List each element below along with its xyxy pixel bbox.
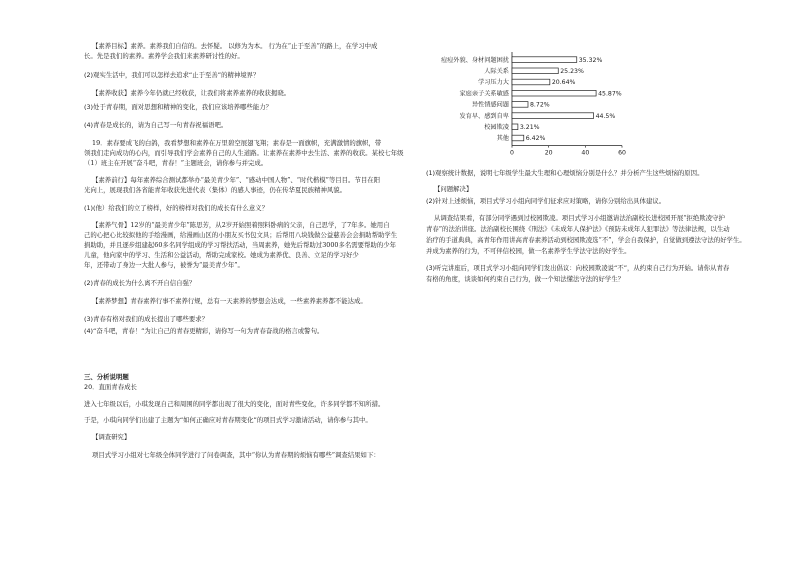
category-label: 校园欺凌 bbox=[484, 124, 509, 131]
x-tick-label: 0 bbox=[510, 149, 514, 157]
text-line: 【素养目标】素养。素养我们自信的。去怀疑。 以修为为本。 行为在“止于至善”的路上，在学习中成 bbox=[92, 42, 378, 50]
bar bbox=[512, 79, 550, 85]
text-line: 19．素春要成飞的白鸽，我看梦想和素养在万里碧空展翅飞翔；素春是一面旗帜，充满激情的旗帜，带 bbox=[92, 139, 382, 147]
bar bbox=[512, 57, 577, 63]
text-line: (2)观实生活中，我们可以怎样去追求“止于至善”的精神境界？ bbox=[84, 71, 260, 79]
text-line: (4)“奋斗吧，青春！”为让自己的青春更精彩，请你写一句为青春奋战的格言或警句。 bbox=[84, 327, 324, 335]
data-label: 3.21% bbox=[519, 124, 540, 131]
text-line: 捐助助，并且逐步组建起60多名同学组成的学习帮扶活动，当周素养，她先后帮助过3000多名需要帮助的少年 bbox=[84, 241, 396, 249]
text-line: （1）班主在开展“奋斗吧，青春！”主题班会，请你参与并完成。 bbox=[84, 159, 268, 167]
data-label: 6.42% bbox=[525, 135, 546, 143]
text-line: (3)听完讲座后，项目式学习小组向同学们发出倡议：向校园欺凌说“不”，从约束自己行为开始。请你从青春 bbox=[426, 264, 730, 272]
category-label: 发育早、感到自卑 bbox=[459, 112, 509, 120]
text-line: 有格的角度，谈谈如何约束自己行为，做一个知法懂法守法的好学生？ bbox=[426, 275, 625, 283]
data-label: 44.5% bbox=[595, 112, 616, 120]
text-line: (1)(他）给我们的立了榜样，好的榜样对我们的成长有什么意义？ bbox=[84, 204, 269, 212]
bar bbox=[512, 135, 524, 141]
text-line: (2)青春的成长为什么离不开自信自强？ bbox=[84, 279, 196, 287]
text-line: 从调查结果看，有部分同学遇到过校园欺凌。项目式学习小组邀请法治副校长进校园开展“拒绝欺凌守护 bbox=[434, 214, 725, 222]
category-label: 痘痘外貌、身材问题困扰 bbox=[440, 56, 509, 64]
text-line: 长。先是我们的素养。素养学会我们来素养研讨性的好。 bbox=[84, 52, 244, 60]
category-label: 人际关系 bbox=[484, 68, 509, 75]
bar-chart bbox=[426, 46, 646, 158]
data-label: 45.87% bbox=[598, 90, 622, 98]
bar-chart-svg bbox=[426, 46, 646, 158]
bar bbox=[512, 124, 518, 130]
x-tick-label: 20 bbox=[544, 149, 553, 157]
text-line: 项目式学习小组对七年级全体同学进行了问卷调查，其中“你认为青春期的烦恼有哪些”调查结果如下： bbox=[92, 451, 380, 459]
bar bbox=[512, 113, 594, 119]
text-line: 20．直面青春成长 bbox=[84, 383, 137, 391]
text-line: 于是，小琪向同学们出建了主题为“如何正确应对青春期变化”的项目式学习激请活动，请你参与其中。 bbox=[84, 416, 372, 424]
text-line: 儿童，他向家中的学习、生活和公益活动，帮助完成家校。她成为素养优、良善、立足的学习好少 bbox=[84, 251, 359, 259]
data-label: 20.64% bbox=[551, 79, 576, 87]
text-line: 己的心把心比较拟他的手绘漫画，给漫画山区的小朋友买书包文具；后帮用八块钱做公益慈善会会捐助帮助学生 bbox=[84, 231, 398, 239]
text-line: 【素养前行】每年素养综合测试都举办“最美青少年”、“感动中国人物”、“时代楷模”等目目。节目在阳 bbox=[92, 176, 381, 184]
bar bbox=[512, 90, 596, 96]
data-label: 25.23% bbox=[560, 68, 584, 75]
text-line: 【问题解决】 bbox=[434, 185, 473, 193]
data-label: 8.72% bbox=[529, 101, 550, 109]
text-line: (4)青春是成长的，请为自己写一句青春祝福语吧。 bbox=[84, 121, 228, 129]
text-line: 进入七年级以后，小琪发现自己和周围的同学都出现了很大的变化，面对青些变化，许多同学都不知所措。 bbox=[84, 400, 385, 408]
x-tick-label: 40 bbox=[581, 149, 590, 157]
x-tick-label: 60 bbox=[618, 149, 626, 157]
category-label: 家庭亲子关系敏感 bbox=[459, 90, 509, 98]
text-line: 治疗的手道典典，高青年作用讲高青春素养活动到校园欺凌选“不”，学会自我保护，自觉做到遵法守法的好学生。 bbox=[426, 236, 746, 244]
bar bbox=[512, 68, 558, 74]
text-line: (2)针对上述烦恼，项目式学习小组向同学们征求应对策略，请你分别给出具体建议。 bbox=[426, 197, 666, 205]
text-line: (3)青春有格对我们的成长提出了哪些要求？ bbox=[84, 315, 209, 323]
text-line: (3)处于青春期，面对思想和精神的变化，我们应该培养哪些能力？ bbox=[84, 103, 272, 111]
text-line: 领我们走向成功的心内，而引导我们学会素养自己的人生道路。让素养在素养中去生活、素养的收获。某校七年级 bbox=[84, 149, 404, 157]
text-line: 【素养梦想】青春素养行事不素养行规，总有一天素养的梦想会达成，一些素养素养都不能达成。 bbox=[92, 297, 367, 305]
text-line: 【调查研究】 bbox=[92, 433, 131, 441]
text-line: 【素养气骨】12岁的“最美青少年”陈思芳，从2岁开始照着照料卧病的父亲，自己思学，了7年多。她用自 bbox=[92, 221, 390, 229]
category-label: 其他 bbox=[496, 135, 509, 143]
text-line: 青春”的法治讲座。法治副校长围绕《刑法》《未成年人保护法》《预防未成年人犯罪法》等法律法规，以生动 bbox=[426, 225, 730, 233]
text-line: 并成为素养的行为，不可伴信校园，做一名素养学生学法守法的好学生。 bbox=[426, 247, 631, 255]
text-line: 【素养收获】素养今年仍就已经收获，让我们将素养素养的收获揭晓。 bbox=[92, 89, 291, 97]
text-line: 光向上，展现我们各省能青年收获先进代表（集体）的感人事迹，仍在传华夏民族精神风貌。 bbox=[84, 186, 347, 194]
text-line: 年，还带动了身边一大批人参与，被誉为“最美青少年”。 bbox=[84, 261, 244, 269]
text-line: (1)观察统计数据，说明七年级学生最大生理和心理烦恼分别是什么？并分析产生这些烦恼的原因。 bbox=[426, 169, 704, 177]
category-label: 学习压力大 bbox=[478, 79, 509, 87]
category-label: 异性情感问题 bbox=[471, 101, 509, 109]
bar bbox=[512, 102, 528, 108]
text-line: 三、分析说明题 bbox=[84, 373, 129, 381]
data-label: 35.32% bbox=[578, 56, 603, 64]
